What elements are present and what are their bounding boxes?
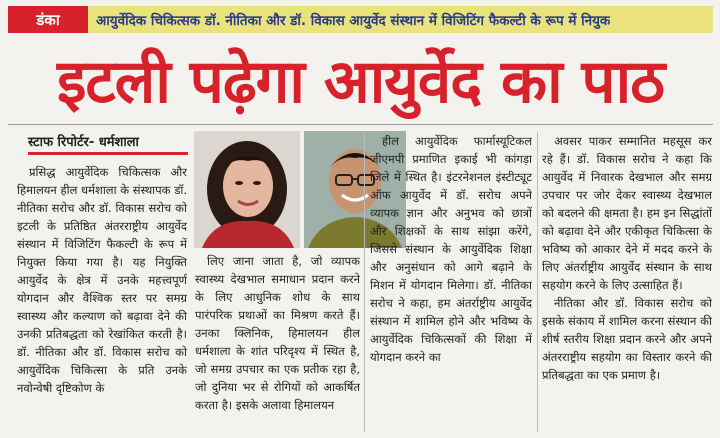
column-4-text-2: नीतिका और डॉ. विकास सरोच को इसके संकाय में शामिल करना संस्थान की शीर्ष स्तरीय शिक्षा प्रदान करने और अपने अंतरराष्ट्रीय सहयोग का विस्तार करने की प्रतिबद्धता का एक प्रमाण है। [542,296,712,382]
byline-underline [28,152,188,155]
headline: इटली पढ़ेगा आयुर्वेद का पाठ [56,47,665,117]
article-column-2 [195,252,360,432]
column-3-text: हील आयुर्वेदिक फार्मास्यूटिकल जीएमपी प्रमाणित इकाई भी कांगड़ा जिले में स्थित है। इंटरनेशनल इंस्टीट्यूट ऑफ आयुर्वेद में डॉ. सरोच अपने व्यापक ज्ञान और अनुभव को छात्रों और शिक्षकों के साथ सांझा करेंगे, जिससे संस्थान के आयुर्वेदिक शिक्षा और अनुसंधान को आगे बढ़ाने के मिशन में योगदान मिलेगा। डॉ. नीतिका सरोच ने कहा, हम अंतर्राष्ट्रीय आयुर्वेद संस्थान में शामिल होने और भविष्य के आयुर्वेदिक चिकित्सकों की शिक्षा में योगदान करने का [370,134,532,364]
column-2-text: लिए जाना जाता है, जो व्यापक स्वास्थ्य देखभाल समाधान प्रदान करने के लिए आधुनिक शोध के साथ पारंपरिक प्रथाओं का मिश्रण करते हैं। उनका क्लिनिक, हिमालयन हील धर्मशाला के शांत परिदृश्य में स्थित है, जो समग्र उपचार का एक प्रतीक रहा है, जो दुनिया भर से रोगियों को आकर्षित करता है। इसके अलावा हिमालयन [195,254,360,412]
top-banner [8,6,713,33]
article-column-3 [370,132,532,432]
column-4-text: अवसर पाकर सम्मानित महसूस कर रहे हैं। डॉ. विकास सरोच ने कहा कि आयुर्वेद में निवारक देखभाल और समग्र उपचार पर जोर देकर स्वास्थ्य देखभाल को बदलने की क्षमता है। हम इन सिद्धांतों को बढ़ावा देने और एकीकृत चिकित्सा के भविष्य को आकार देने में मदद करने के लिए अंतर्राष्ट्रीय आयुर्वेद संस्थान के साथ सहयोग करने के लिए उत्साहित हैं। [542,134,712,292]
column-1-text: प्रसिद्ध आयुर्वेदिक चिकित्सक और हिमालयन हील धर्मशाला के संस्थापक डॉ. नीतिका सरोच और डॉ. विकास सरोच को इटली के प्रतिष्ठित अंतरराष्ट्रीय आयुर्वेद संस्थान में विजिटिंग फैकल्टी के रूप में नियुक्त किया गया है। यह नियुक्ति आयुर्वेद के क्षेत्र में उनके महत्त्वपूर्ण योगदान और वैश्विक स्तर पर समग्र स्वास्थ्य और कल्याण को बढ़ावा देने की उनकी प्रतिबद्धता को रेखांकित करती है। डॉ. नीतिका और डॉ. विकास सरोच को आयुर्वेदिक चिकित्सा के प्रति उनके नवोन्वेषी दृष्टिकोण के [17,165,187,395]
article-column-1 [17,163,187,431]
column-divider [537,132,538,432]
photo-dr-nitika [194,131,300,248]
column-divider [364,132,365,432]
divider [8,124,713,125]
byline: स्टाफ रिपोर्टर- धर्मशाला [28,135,139,150]
kicker-label: डंका [8,6,88,33]
adjacent-column-edge [0,130,6,430]
article-column-4 [542,132,712,432]
subheadline: आयुर्वेदिक चिकित्सक डॉ. नीतिका और डॉ. विकास आयुर्वेद संस्थान में विजिटिंग फैकल्टी के रूप में नियुक [96,12,611,29]
